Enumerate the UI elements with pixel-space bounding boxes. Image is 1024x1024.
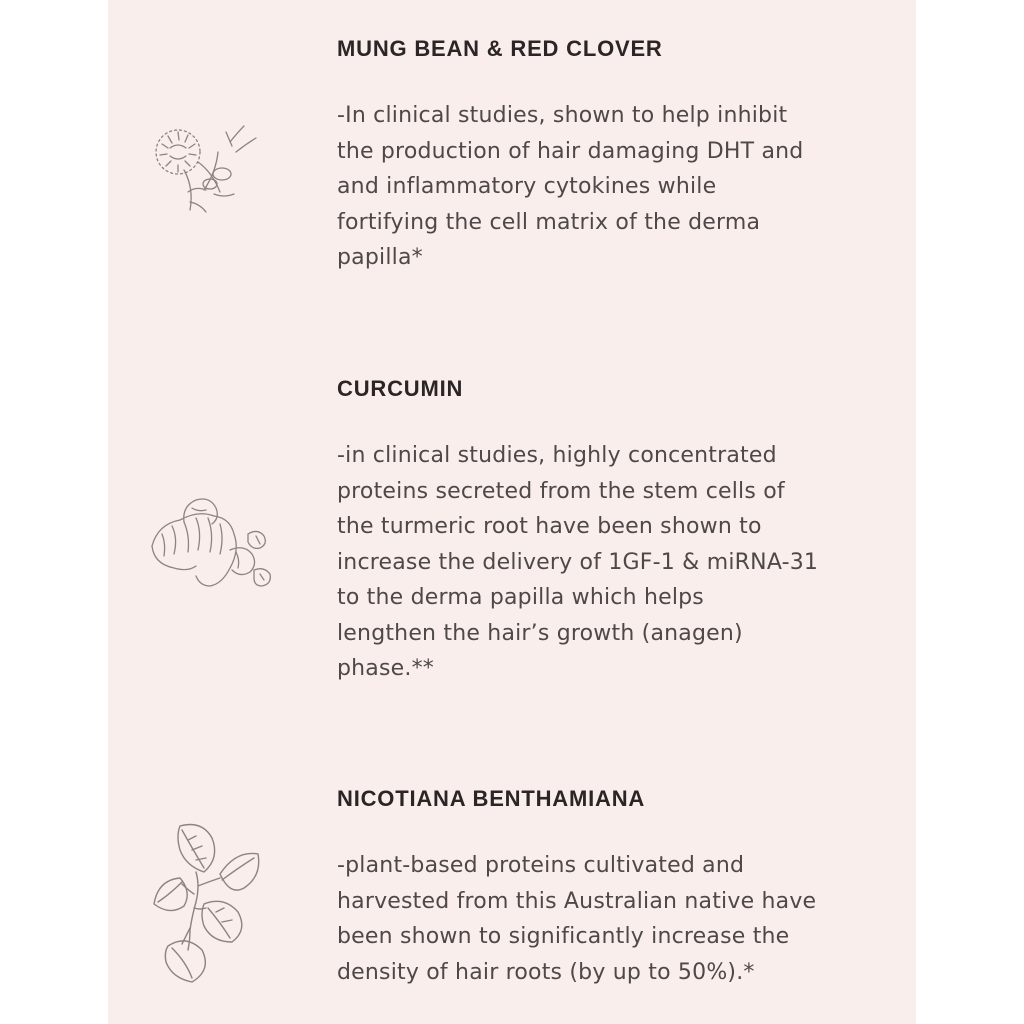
description-line: increase the delivery of 1GF-1 & miRNA-31 — [337, 549, 819, 575]
description-line: -In clinical studies, shown to help inhibit — [337, 103, 788, 128]
description-line: papilla* — [337, 245, 423, 270]
description-line: proteins secreted from the stem cells of — [337, 478, 785, 504]
description-line: phase.** — [337, 656, 434, 681]
red-clover-sketch-icon — [148, 122, 274, 218]
ingredient-description — [337, 98, 907, 276]
ingredient-description — [337, 848, 907, 990]
nicotiana-leaf-sketch-icon — [150, 816, 272, 986]
description-line: harvested from this Australian native have — [337, 888, 817, 914]
ingredient-description — [337, 438, 907, 687]
description-line: -plant-based proteins cultivated and — [337, 853, 745, 878]
turmeric-root-sketch-icon — [144, 494, 278, 592]
description-line: the turmeric root have been shown to — [337, 514, 762, 539]
description-line: lengthen the hair’s growth (anagen) — [337, 620, 743, 646]
ingredient-panel — [108, 0, 916, 1024]
description-line: to the derma papilla which helps — [337, 585, 704, 610]
description-line: -in clinical studies, highly concentrated — [337, 443, 777, 468]
description-line: and inflammatory cytokines while — [337, 174, 717, 199]
description-line: the production of hair damaging DHT and — [337, 138, 804, 164]
description-line: density of hair roots (by up to 50%).* — [337, 959, 755, 985]
ingredient-title: NICOTIANA BENTHAMIANA — [337, 786, 646, 811]
ingredient-title: MUNG BEAN & RED CLOVER — [337, 36, 663, 61]
description-line: fortifying the cell matrix of the derma — [337, 209, 761, 235]
description-line: been shown to significantly increase the — [337, 924, 790, 949]
ingredient-title: CURCUMIN — [337, 376, 464, 401]
